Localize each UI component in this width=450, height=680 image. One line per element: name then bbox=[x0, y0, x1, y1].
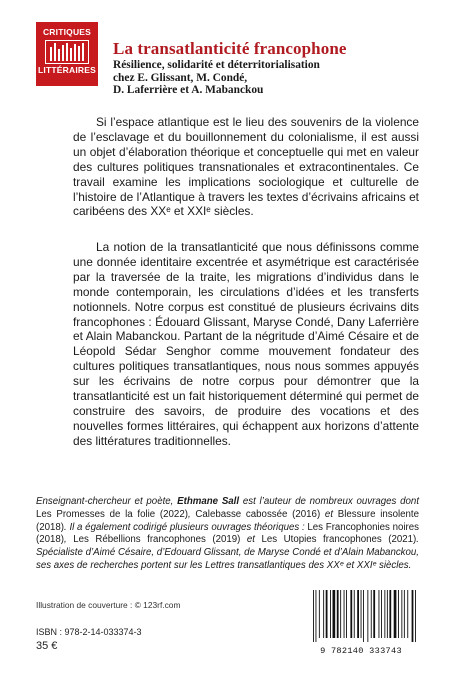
book-ref: Les Utopies francophones (2021) bbox=[261, 534, 417, 546]
price: 35 € bbox=[36, 640, 58, 652]
book-ref: Blessure insolente (2018) bbox=[36, 508, 419, 533]
book-ref: Les Francophonies noires (2018) bbox=[36, 521, 419, 546]
bio-text: , bbox=[64, 534, 74, 546]
publisher-logo bbox=[36, 22, 98, 86]
book-subtitle bbox=[113, 59, 413, 97]
bio-text: . Il a également codirigé plusieurs ouvrages théoriques : bbox=[64, 521, 308, 533]
books-icon bbox=[45, 40, 89, 64]
summary-paragraph-2: La notion de la transatlanticité que nous définissons comme une donnée identitaire excentrée et asymétrique est caractérisée par la traversée de la traite, les migrations d’individus dans le monde contemporain, les circulations d’idées et les transferts notionnels. Notre corpus est constitué de plusieurs écrivains dits francophones : Édouard Glissant, Maryse Condé, Dany Laferrière et Alain Mabanckou. Partant de la négritude d’Aimé Césaire et de Léopold Sédar Senghor comme mouvement fondateur des cultures politiques transatlantiques, nous nous sommes appuyés sur les écrivains de notre corpus pour démontrer que la transatlanticité est un fait historiquement déterminé qui permet de construire des savoirs, de produire des vocations et des nouvelles formes littéraires, qui échappent aux horizons d’attente des littératures traditionnelles. bbox=[73, 240, 419, 448]
book-title: La transatlanticité francophone bbox=[113, 39, 347, 58]
illustration-credit: Illustration de couverture : © 123rf.com bbox=[36, 600, 181, 610]
barcode bbox=[307, 590, 417, 654]
book-ref: Calebasse cabossée (2016) bbox=[195, 508, 321, 520]
author-bio bbox=[36, 496, 419, 573]
barcode-digits: 9 782140 333743 bbox=[320, 646, 402, 656]
book-ref: Les Rébellions francophones (2019) bbox=[73, 534, 241, 546]
bio-text: et bbox=[320, 508, 338, 520]
bio-text: Enseignant-chercheur et poète, bbox=[36, 496, 178, 507]
subtitle-line-3: D. Laferrière et A. Mabanckou bbox=[113, 84, 264, 97]
bio-text: . Spécialiste d’Aimé Césaire, d’Edouard Glissant, de Maryse Condé et d’Alain Mabanckou, ses axes de recherches portent sur les Lettres transatlantiques des XXᵉ et XXIᵉ siècles. bbox=[36, 534, 419, 571]
isbn: ISBN : 978-2-14-033374-3 bbox=[36, 627, 142, 637]
bio-text: et bbox=[240, 534, 262, 546]
author-name: Ethmane Sall bbox=[177, 496, 240, 507]
bio-text: est l’auteur de nombreux ouvrages dont bbox=[239, 496, 420, 507]
summary-paragraph-1: Si l’espace atlantique est le lieu des souvenirs de la violence de l’esclavage et du bouillonnement du colonialisme, il est aussi un objet d’élaboration théorique et conceptuelle qui met en valeur des cultures politiques transnationales et extracontinentales. Ce travail examine les implications sociologique et culturelle de l’histoire de l’Atlantique à travers les textes d’écrivains africains et caribéens des XXᵉ et XXIᵉ siècles. bbox=[73, 115, 419, 219]
bio-text: , bbox=[187, 508, 196, 520]
logo-line-2: LITTÉRAIRES bbox=[38, 65, 96, 75]
subtitle-line-2: chez E. Glissant, M. Condé, bbox=[113, 71, 248, 84]
logo-line-1: CRITIQUES bbox=[42, 27, 92, 37]
subtitle-line-1: Résilience, solidarité et déterritorialisation bbox=[113, 59, 320, 71]
barcode-bars bbox=[307, 590, 417, 646]
book-ref: Les Promesses de la folie (2022) bbox=[36, 508, 188, 520]
